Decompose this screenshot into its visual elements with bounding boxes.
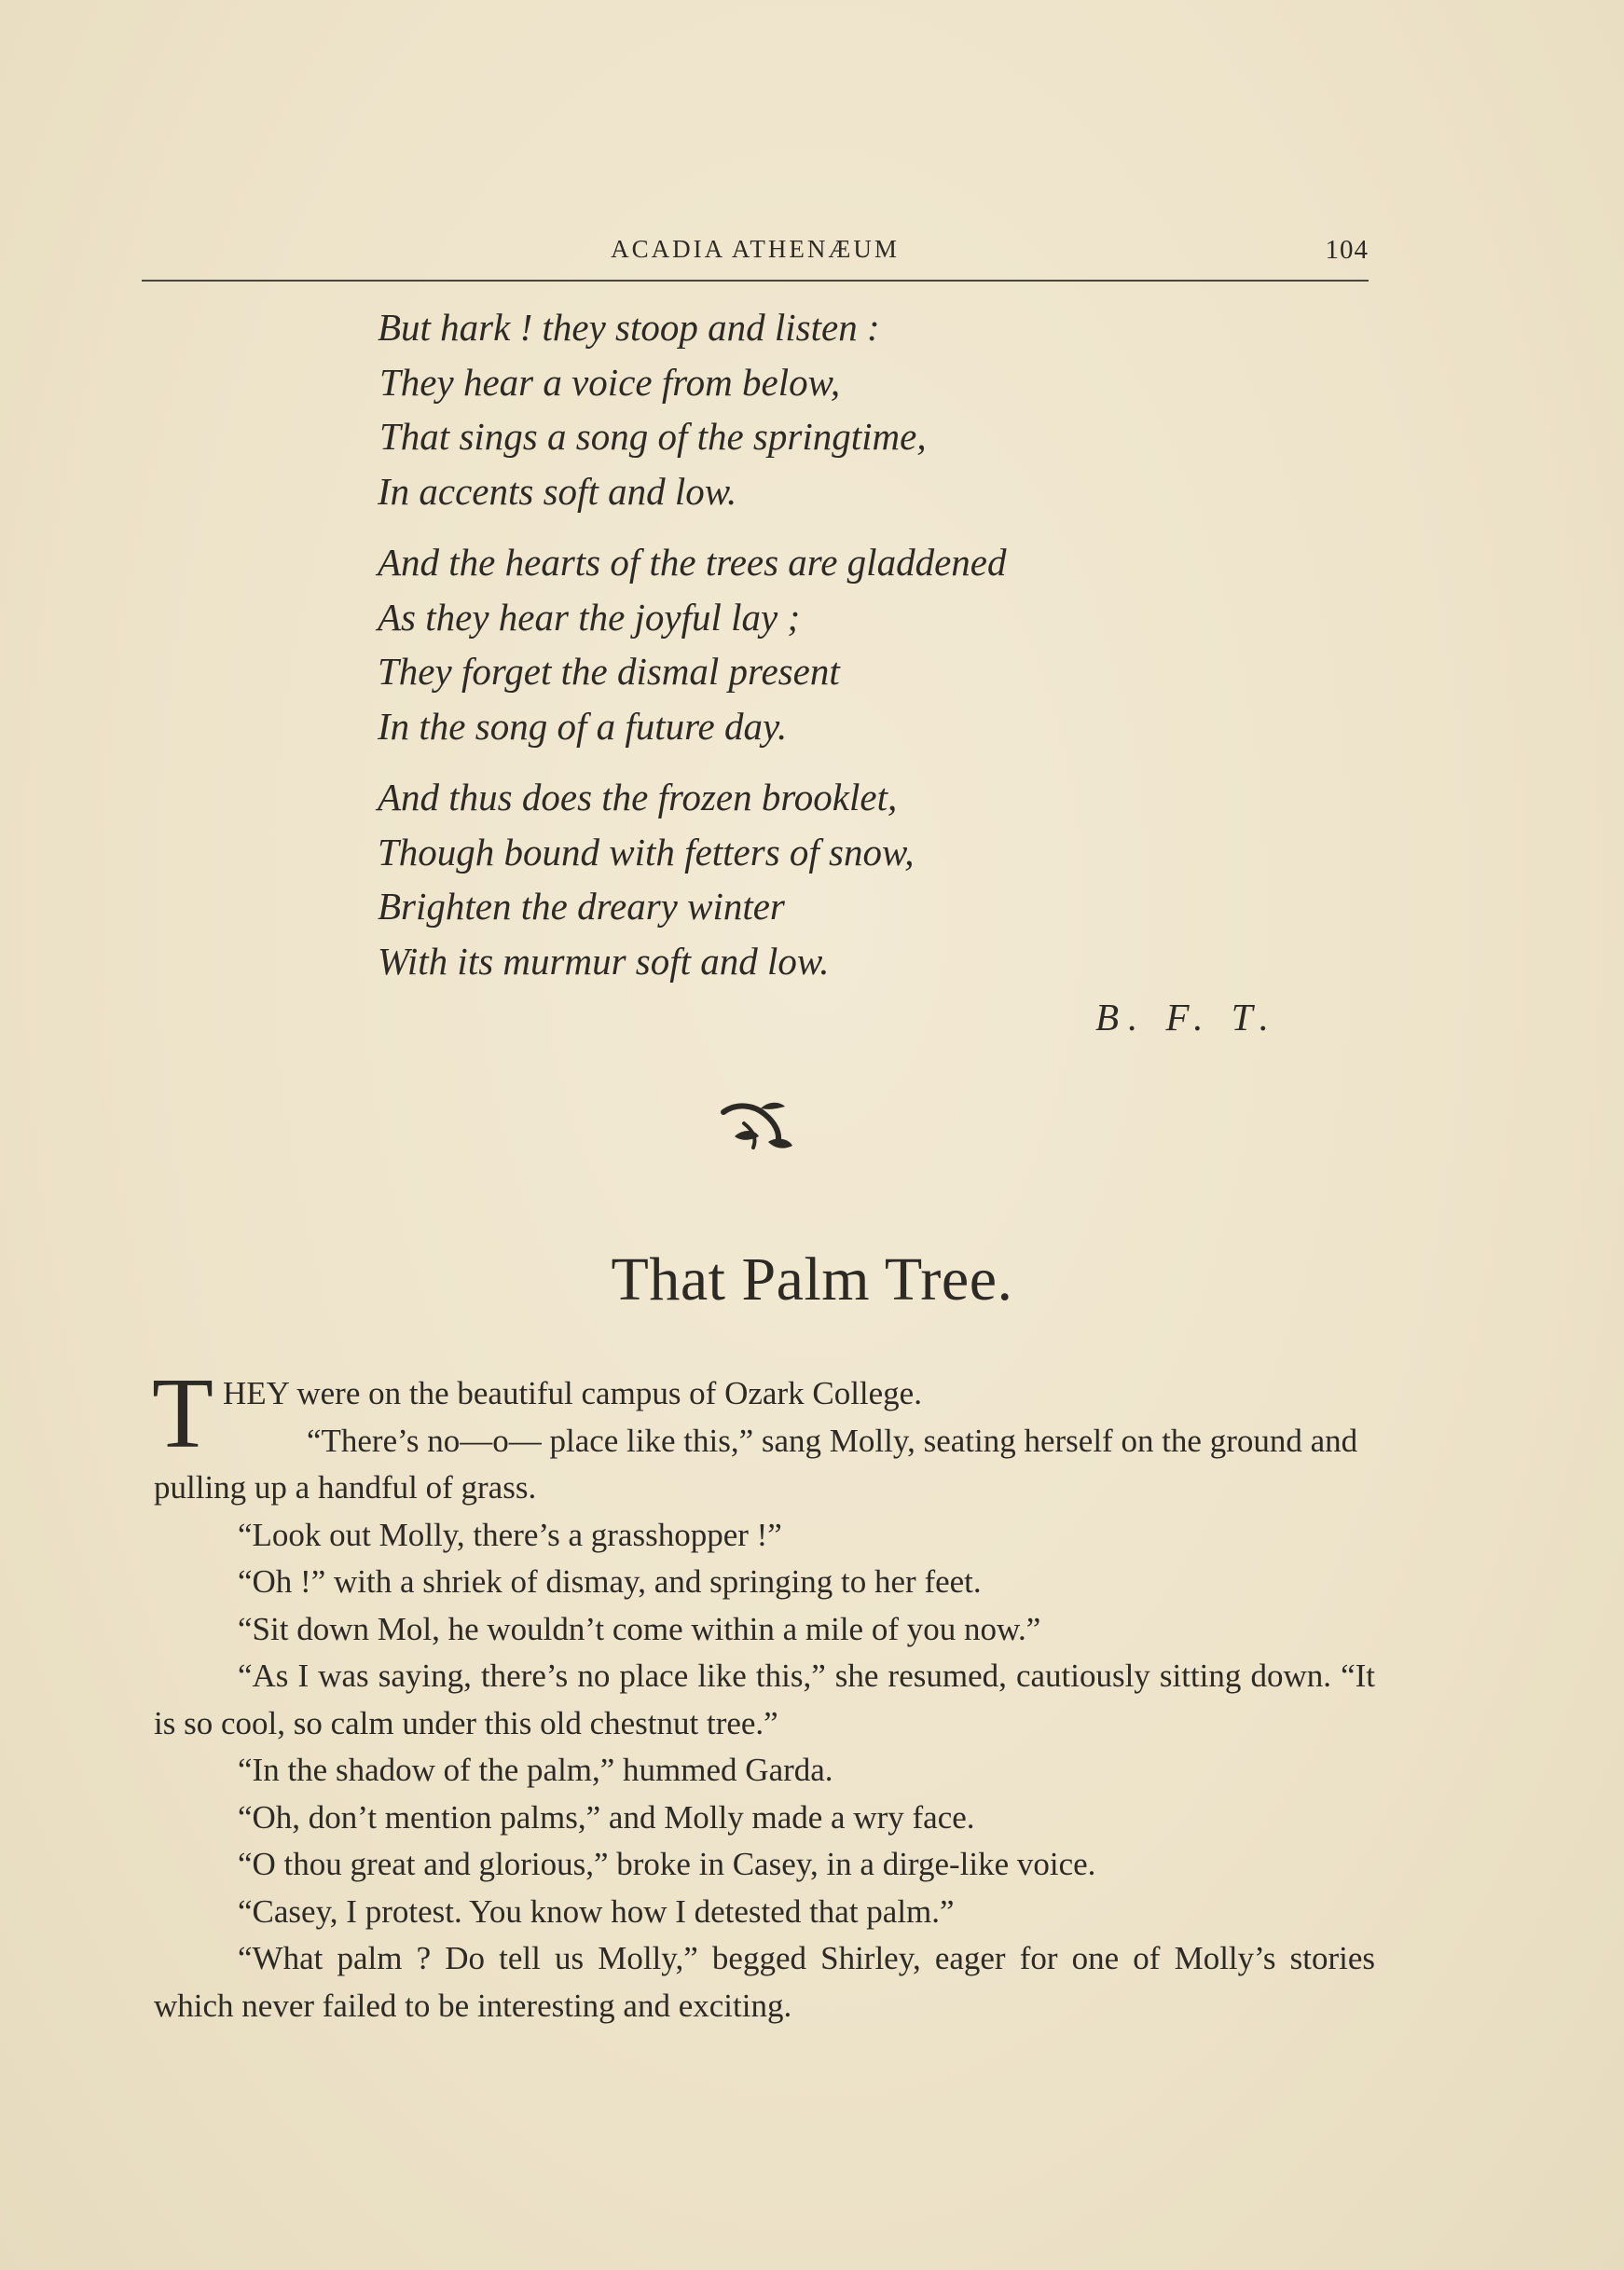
poem-stanza bbox=[378, 300, 1310, 518]
poem-line: In the song of a future day. bbox=[378, 704, 788, 748]
paragraph: “There’s no—o— place like this,” sang Molly, seating herself on the ground and pulling up a handful of grass. bbox=[154, 1422, 1358, 1506]
running-title: ACADIA ATHENÆUM bbox=[611, 235, 900, 263]
poem-line: As they hear the joyful lay ; bbox=[378, 595, 801, 639]
paragraph: “As I was saying, there’s no place like this,” she resumed, cautiously sitting down. “It is so cool, so calm under this old chestnut tree.” bbox=[154, 1658, 1375, 1741]
running-header bbox=[142, 231, 1369, 268]
poem-line: Though bound with fetters of snow, bbox=[378, 830, 915, 874]
first-paragraph bbox=[152, 1358, 1375, 1512]
poem-stanza bbox=[378, 535, 1310, 753]
article-body bbox=[152, 1358, 1375, 2029]
opening-line: HEY were on the beautiful campus of Ozark College. bbox=[222, 1375, 922, 1411]
paragraph: “Oh, don’t mention palms,” and Molly made a wry face. bbox=[238, 1798, 975, 1836]
paragraph: “Sit down Mol, he wouldn’t come within a mile of you now.” bbox=[238, 1610, 1041, 1647]
poem-signature: B. F. T. bbox=[1095, 996, 1278, 1039]
paragraph: “Look out Molly, there’s a grasshopper !” bbox=[238, 1516, 782, 1553]
poem-line: And thus does the frozen brooklet, bbox=[378, 776, 898, 819]
poem bbox=[378, 300, 1310, 1005]
poem-line: They hear a voice from below, bbox=[379, 360, 841, 404]
paragraph: “Oh !” with a shriek of dismay, and springing to her feet. bbox=[238, 1563, 982, 1600]
poem-line: And the hearts of the trees are gladdened bbox=[378, 541, 1007, 584]
paragraph: “In the shadow of the palm,” hummed Garda. bbox=[238, 1752, 833, 1788]
poem-line: They forget the dismal present bbox=[378, 650, 840, 693]
poem-line: In accents soft and low. bbox=[378, 469, 737, 513]
poem-line: That sings a song of the springtime, bbox=[379, 415, 927, 458]
header-rule bbox=[142, 280, 1369, 282]
poem-line: With its murmur soft and low. bbox=[378, 939, 830, 983]
paragraph: “What palm ? Do tell us Molly,” begged Shirley, eager for one of Molly’s stories which never failed to be interesting and exciting. bbox=[154, 1940, 1375, 2024]
drop-cap: T bbox=[152, 1358, 213, 1469]
poem-stanza bbox=[378, 770, 1310, 988]
poem-line: But hark ! they stoop and listen : bbox=[378, 306, 880, 349]
floral-ornament-icon bbox=[716, 1095, 800, 1161]
article-title: That Palm Tree. bbox=[611, 1245, 1013, 1314]
poem-line: Brighten the dreary winter bbox=[378, 885, 785, 928]
paragraph: “Casey, I protest. You know how I detested that palm.” bbox=[238, 1892, 955, 1930]
page-number: 104 bbox=[1325, 235, 1369, 265]
paragraph: “O thou great and glorious,” broke in Casey, in a dirge-like voice. bbox=[238, 1846, 1096, 1882]
